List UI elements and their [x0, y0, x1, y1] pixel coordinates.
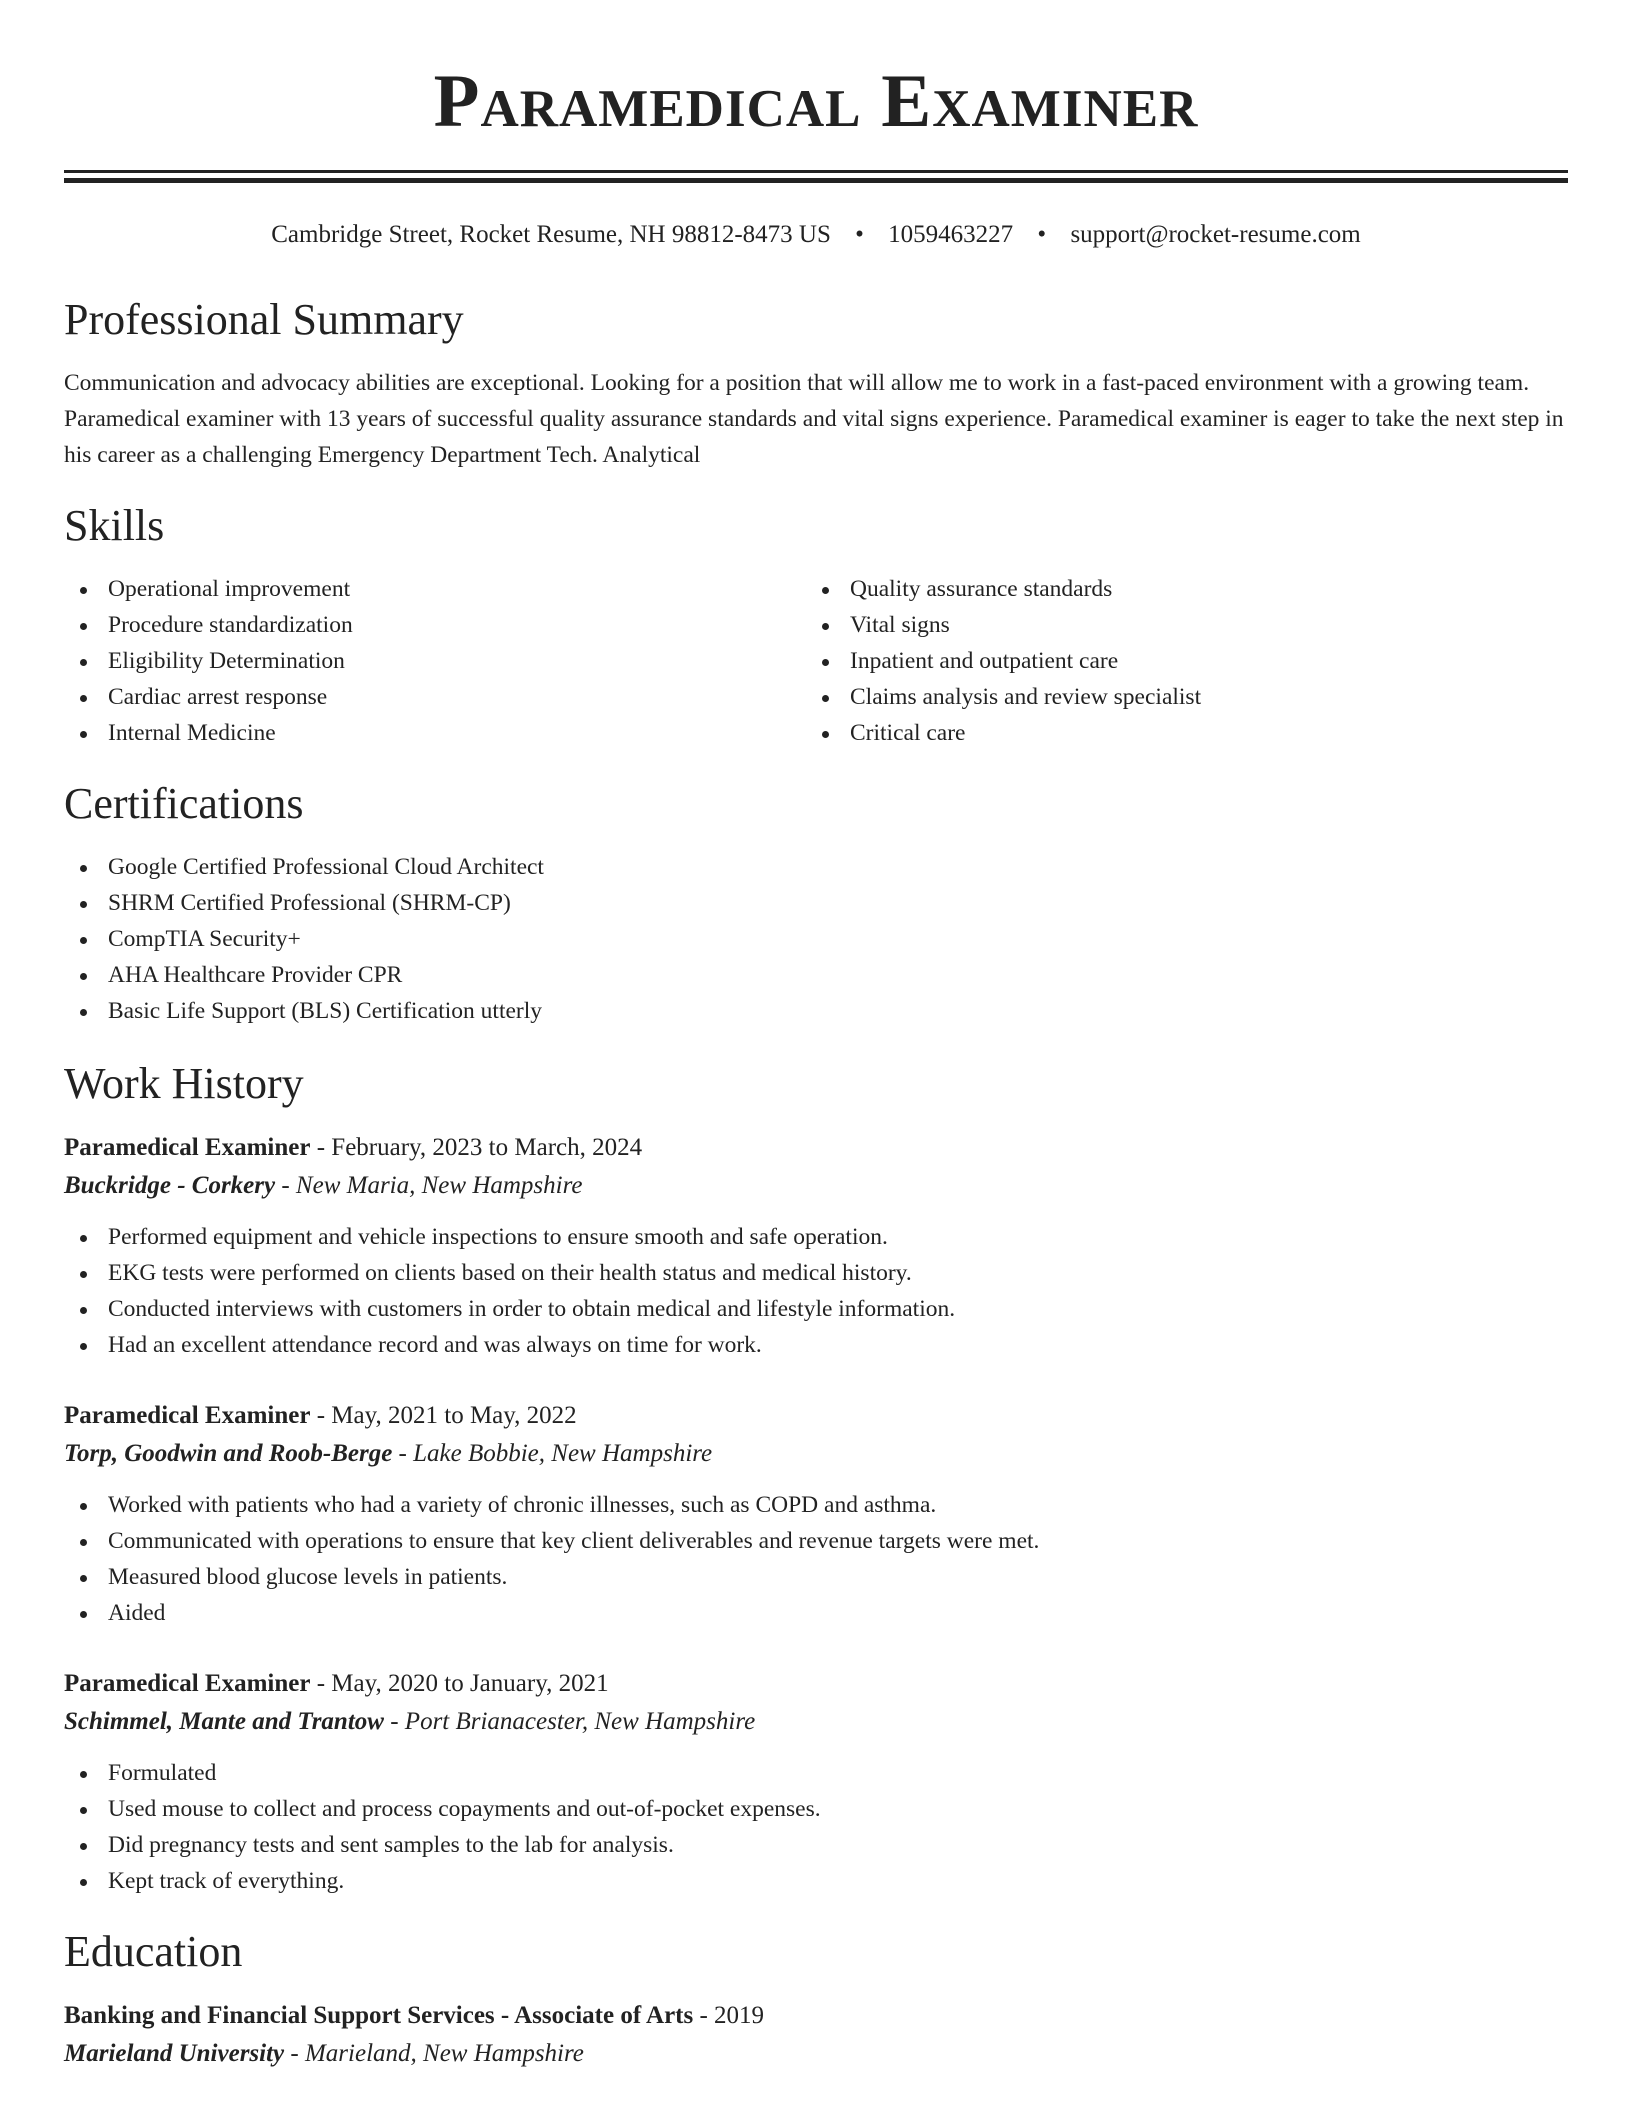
employer-name: Torp, Goodwin and Roob-Berge [64, 1440, 393, 1467]
job-duty: Communicated with operations to ensure that key client deliverables and revenue targets were met. [64, 1523, 1568, 1559]
contact-address: Cambridge Street, Rocket Resume, NH 98812-8473 US [271, 221, 831, 248]
employer-location: - Lake Bobbie, New Hampshire [392, 1440, 713, 1467]
job-dates: - May, 2021 to May, 2022 [310, 1402, 577, 1429]
education-entry [64, 1997, 1568, 2073]
employer-line [64, 1435, 1568, 1473]
job-duties-list [64, 1487, 1568, 1631]
employer-line [64, 1703, 1568, 1741]
job-entry [64, 1665, 1568, 1899]
skill-item: Inpatient and outpatient care [806, 643, 1548, 679]
job-dates: - May, 2020 to January, 2021 [310, 1670, 609, 1697]
degree-line [64, 1997, 1568, 2035]
resume-title: Paramedical Examiner [433, 60, 1199, 143]
skill-item: Critical care [806, 715, 1548, 751]
job-title-line [64, 1129, 1568, 1167]
skill-item: Procedure standardization [64, 607, 806, 643]
job-title-line [64, 1397, 1568, 1435]
school-location: - Marieland, New Hampshire [284, 2040, 584, 2067]
job-entry [64, 1129, 1568, 1363]
employer-location: - New Maria, New Hampshire [275, 1172, 583, 1199]
job-duties-list [64, 1219, 1568, 1363]
contact-email: support@rocket-resume.com [1070, 221, 1361, 248]
degree-year: - 2019 [693, 2002, 765, 2029]
employer-name: Buckridge - Corkery [64, 1172, 276, 1199]
job-duty: Aided [64, 1595, 1568, 1631]
skills-list-left [64, 571, 806, 751]
job-duty: Did pregnancy tests and sent samples to the lab for analysis. [64, 1827, 1568, 1863]
job-title-line [64, 1665, 1568, 1703]
job-duty: Had an excellent attendance record and was always on time for work. [64, 1327, 1568, 1363]
contact-phone: 1059463227 [888, 221, 1014, 248]
job-title: Paramedical Examiner [64, 1670, 311, 1697]
job-duty: Formulated [64, 1755, 1568, 1791]
job-duty: Measured blood glucose levels in patients. [64, 1559, 1568, 1595]
employer-line [64, 1167, 1568, 1205]
skill-item: Claims analysis and review specialist [806, 679, 1548, 715]
contact-separator: • [855, 221, 864, 248]
certification-item: SHRM Certified Professional (SHRM-CP) [64, 885, 1568, 921]
certifications-list [64, 849, 1568, 1029]
title-divider [64, 170, 1568, 183]
summary-text: Communication and advocacy abilities are exceptional. Looking for a position that will allow me to work in a fast-paced environment with a growing team. Paramedical examiner with 13 years of successful quality assurance standards and vital signs experience. Paramedical examiner is eager to take the next step in his career as a challenging Emergency Department Tech. Analytical [64, 370, 1564, 468]
job-entry [64, 1397, 1568, 1631]
certification-item: Google Certified Professional Cloud Architect [64, 849, 1568, 885]
skill-item: Vital signs [806, 607, 1548, 643]
education-heading: Education [64, 1927, 243, 1976]
skill-item: Cardiac arrest response [64, 679, 806, 715]
contact-separator: • [1037, 221, 1047, 248]
employer-name: Schimmel, Mante and Trantow [64, 1708, 384, 1735]
job-duty: Kept track of everything. [64, 1863, 1568, 1899]
skills-list-right [806, 571, 1548, 751]
certifications-heading: Certifications [64, 779, 304, 828]
degree-name: Banking and Financial Support Services - Associate of Arts [64, 2002, 694, 2029]
certification-item: AHA Healthcare Provider CPR [64, 957, 1568, 993]
school-name: Marieland University [64, 2040, 285, 2067]
contact-line [64, 219, 1568, 251]
job-duty: Conducted interviews with customers in order to obtain medical and lifestyle information. [64, 1291, 1568, 1327]
certification-item: Basic Life Support (BLS) Certification utterly [64, 993, 1568, 1029]
skill-item: Internal Medicine [64, 715, 806, 751]
job-duties-list [64, 1755, 1568, 1899]
school-line [64, 2035, 1568, 2073]
certification-item: CompTIA Security+ [64, 921, 1568, 957]
job-duty: EKG tests were performed on clients based on their health status and medical history. [64, 1255, 1568, 1291]
summary-heading: Professional Summary [64, 295, 464, 344]
skill-item: Operational improvement [64, 571, 806, 607]
skills-heading: Skills [64, 501, 165, 550]
job-duty: Performed equipment and vehicle inspections to ensure smooth and safe operation. [64, 1219, 1568, 1255]
skill-item: Quality assurance standards [806, 571, 1548, 607]
job-title: Paramedical Examiner [64, 1402, 311, 1429]
skill-item: Eligibility Determination [64, 643, 806, 679]
job-dates: - February, 2023 to March, 2024 [310, 1134, 643, 1161]
employer-location: - Port Brianacester, New Hampshire [383, 1708, 756, 1735]
work-history-heading: Work History [64, 1059, 304, 1108]
job-duty: Worked with patients who had a variety of chronic illnesses, such as COPD and asthma. [64, 1487, 1568, 1523]
job-duty: Used mouse to collect and process copayments and out-of-pocket expenses. [64, 1791, 1568, 1827]
job-title: Paramedical Examiner [64, 1134, 311, 1161]
skills-columns [64, 571, 1568, 751]
